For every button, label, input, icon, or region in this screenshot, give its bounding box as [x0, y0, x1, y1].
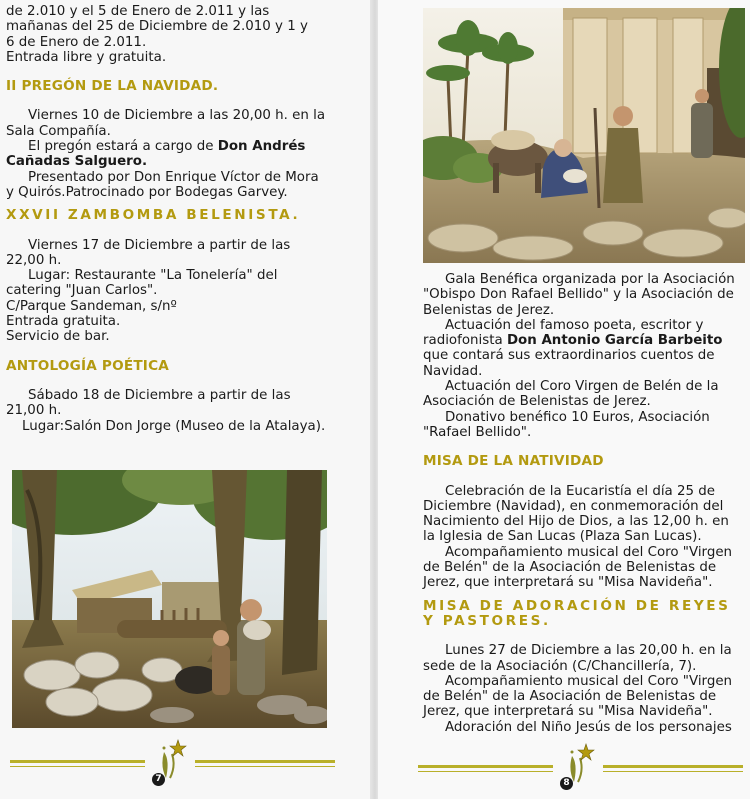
zambomba-date: Viernes 17 de Diciembre a partir de las 22,00 h.: [6, 237, 291, 268]
natividad-music: Acompañamiento musical del Coro "Virgen de Belén" de la Asociación de Belenistas de Jerez, que interpretará su "Misa Navideña".: [423, 544, 733, 591]
section-heading-antologia: ANTOLOGÍA POÉTICA: [6, 357, 169, 374]
page-8: [378, 0, 750, 799]
natividad-celebration: Celebración de la Eucaristía el día 25 de Diciembre (Navidad), en conmemoración del Nacimiento del Hijo de Dios, a las 12,00 h. en la Iglesia de San Lucas (Plaza San Lucas).: [423, 483, 729, 545]
reyes-music: Acompañamiento musical del Coro "Virgen de Belén" de la Asociación de Belenistas de Jerez, que interpretará su "Misa Navideña".: [423, 673, 733, 720]
footer-rule-right-b: [603, 771, 743, 772]
zambomba-bar: Servicio de bar.: [6, 329, 110, 345]
footer-rule-left-a: [10, 760, 145, 763]
section-heading-zambomba: XXVII ZAMBOMBA BELENISTA.: [6, 207, 301, 224]
intro-line-3: 6 de Enero de 2.011.: [6, 34, 147, 50]
section-heading-pregon: II PREGÓN DE LA NAVIDAD.: [6, 78, 219, 95]
right-text-column: [423, 272, 743, 735]
footer-rule-left-a: [418, 765, 553, 768]
reyes-adoration: Adoración del Niño Jesús de los personajes: [445, 719, 732, 735]
section-heading-reyes: MISA DE ADORACIÓN DE REYES Y PASTORES.: [423, 597, 731, 629]
page-number-7: 7: [152, 773, 165, 786]
poet-intro: Actuación del famoso poeta, escritor y radiofonista: [423, 317, 704, 349]
footer-rule-left-b: [418, 771, 553, 772]
left-text-column: [6, 4, 326, 434]
donation: Donativo benéfico 10 Euros, Asociación "Rafael Bellido".: [423, 409, 710, 440]
intro-line-4: Entrada libre y gratuita.: [6, 49, 167, 65]
poet-name: Don Antonio García Barbeito: [506, 333, 723, 349]
page-7: [0, 0, 372, 799]
choir-performance: Actuación del Coro Virgen de Belén de la Asociación de Belenistas de Jerez.: [423, 379, 719, 410]
footer-rule-right-a: [603, 765, 743, 768]
pregon-speaker-intro: El pregón estará a cargo de: [28, 139, 218, 155]
page-number-8: 8: [560, 777, 573, 790]
reyes-date: Lunes 27 de Diciembre a las 20,00 h. en la sede de la Asociación (C/Chancillería, 7).: [423, 643, 732, 674]
antologia-place: Lugar:Salón Don Jorge (Museo de la Atalaya).: [22, 418, 326, 434]
pregon-speaker-name: Don Andrés Cañadas Salguero.: [6, 139, 306, 170]
footer-rule-left-b: [10, 766, 145, 767]
gala-organizers: Gala Benéfica organizada por la Asociación "Obispo Don Rafael Bellido" y la Asociación de Belenistas de Jerez.: [423, 272, 735, 318]
intro-line-1: de 2.010 y el 5 de Enero de 2.011 y las: [6, 4, 270, 19]
poet-outro: que contará sus extraordinarios cuentos de Navidad.: [423, 348, 715, 379]
zambomba-place: Lugar: Restaurante "La Tonelería" del catering "Juan Carlos".: [6, 268, 278, 299]
antologia-date: Sábado 18 de Diciembre a partir de las 21,00 h.: [6, 387, 291, 419]
zambomba-entry: Entrada gratuita.: [6, 314, 121, 330]
pregon-date: Viernes 10 de Diciembre a las 20,00 h. en la Sala Compañía.: [6, 108, 326, 139]
footer-rule-right-b: [195, 766, 335, 767]
section-heading-natividad: MISA DE LA NATIVIDAD: [423, 453, 604, 470]
nativity-scene-photo: [423, 8, 745, 263]
footer-rule-right-a: [195, 760, 335, 763]
pregon-presenter: Presentado por Don Enrique Víctor de Mora y Quirós.Patrocinado por Bodegas Garvey.: [6, 169, 319, 200]
zambomba-address: C/Parque Sandeman, s/nº: [6, 298, 177, 314]
shepherds-scene-photo: [12, 470, 327, 728]
intro-line-2: mañanas del 25 de Diciembre de 2.010 y 1 y: [6, 19, 308, 35]
